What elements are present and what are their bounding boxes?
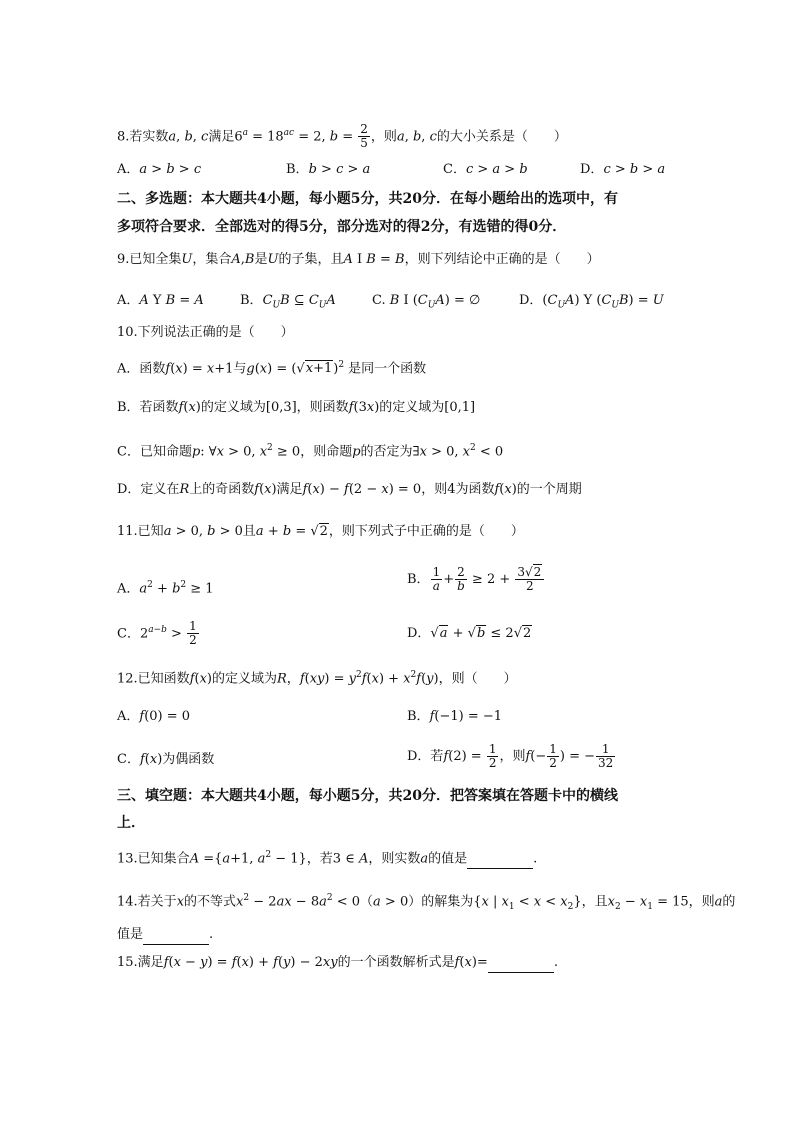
q11-option-c: C．$2^{a-b}$ > $\frac{1}{2}$ (117, 619, 197, 648)
section2-heading-line2: 多项符合要求．全部选对的得5分，部分选对的得2分，有选错的得0分． (117, 219, 567, 235)
q12-option-b: B．f(−1) = −1 (407, 709, 503, 724)
section3-heading-line2: 上． (117, 815, 145, 831)
q10-option-b: B．若函数f(x)的定义域为[0,3]，则函数f(3x)的定义域为[0,1] (117, 400, 476, 415)
q8-stem: 8.若实数a, b, c满足$6^a = 18^{ac} = 2$, b = $\frac{2}{5}$ ，则a, b, c的大小关系是（ ） (117, 122, 567, 151)
q14-line1: 14.若关于x的不等式$x^2 - 2ax - 8a^2 < 0(a > 0)$的解集为{x | $x_1 < x < x_2$}，且$x_2 - x_1 = 15$，则a的 (117, 893, 736, 912)
q12-stem: 12.已知函数f(x)的定义域为R，$f(xy) = y^2f(x) + x^2f(y)$，则（ ） (117, 670, 517, 687)
q13-stem: 13.已知集合A ={a+1, $a^2 - 1$}，若3 ∈ A，则实数a的值是 . (117, 845, 537, 869)
q11-option-d: D．√a + √b ≤ 2√2 (407, 626, 532, 641)
q10-option-c: C．已知命题p: ∀x > 0, $x^2 \ge 0$，则命题p的否定为∃x > 0, $x^2 < 0$ (117, 443, 504, 460)
q9-option-d: D．$(C_UA)$ Y $(C_UB) = U$ (519, 293, 664, 311)
q12-option-a: A．f(0) = 0 (117, 709, 191, 724)
q14-line2: 值是 . (117, 925, 213, 945)
q9-option-c: C. B I $(C_UA)$ = ∅ (372, 293, 481, 311)
q8-option-d: D．c > b > a (580, 162, 666, 177)
q15-answer-blank[interactable] (488, 958, 554, 973)
q11-option-a: A．$a^2 + b^2 \ge 1$ (117, 580, 214, 597)
q8-option-c: C．c > a > b (443, 162, 528, 177)
q9-option-b: B．$C_UB$ ⊆ $C_UA$ (240, 293, 336, 311)
q11-stem: 11.已知a > 0, b > 0且a + b = √2，则下列式子中正确的是（ ） (117, 524, 524, 539)
q12-option-d: D．若f(2) = $\frac{1}{2}$ ，则f(− $\frac{1}{2}$ ) = − $\frac{1}{32}$ (407, 742, 614, 770)
q10-stem: 10.下列说法正确的是（ ） (117, 325, 294, 340)
q10-option-d: D．定义在R上的奇函数f(x)满足f(x) − f(2 − x) = 0，则4为函数f(x)的一个周期 (117, 482, 582, 497)
q10-option-a: A．函数f(x) = x+1与$g(x) = (√x+1)^2$ 是同一个函数 (117, 360, 427, 377)
q13-answer-blank[interactable] (467, 854, 533, 869)
q14-answer-blank[interactable] (143, 930, 209, 945)
q12-option-c: C．f(x)为偶函数 (117, 752, 215, 767)
section2-heading-line1: 二、多选题：本大题共4小题，每小题5分，共20分．在每小题给出的选项中，有 (117, 191, 618, 207)
q11-option-b: B． $\frac{1}{a}$ + $\frac{2}{b}$ ≥ 2 + $\frac{3√2}{2}$ (407, 566, 545, 593)
q8-option-a: A．a > b > c (117, 162, 202, 177)
q9-option-a: A．A Y B = A (117, 293, 204, 308)
q9-stem: 9.已知全集U，集合A,B是U的子集，且A I B = B，则下列结论中正确的是（ ） (117, 252, 600, 267)
q15-stem: 15.满足f(x − y) = f(x) + f(y) − 2xy的一个函数解析式是f(x)= . (117, 953, 558, 973)
section3-heading-line1: 三、填空题：本大题共4小题，每小题5分，共20分．把答案填在答题卡中的横线 (117, 788, 618, 804)
q8-option-b: B．b > c > a (286, 162, 371, 177)
